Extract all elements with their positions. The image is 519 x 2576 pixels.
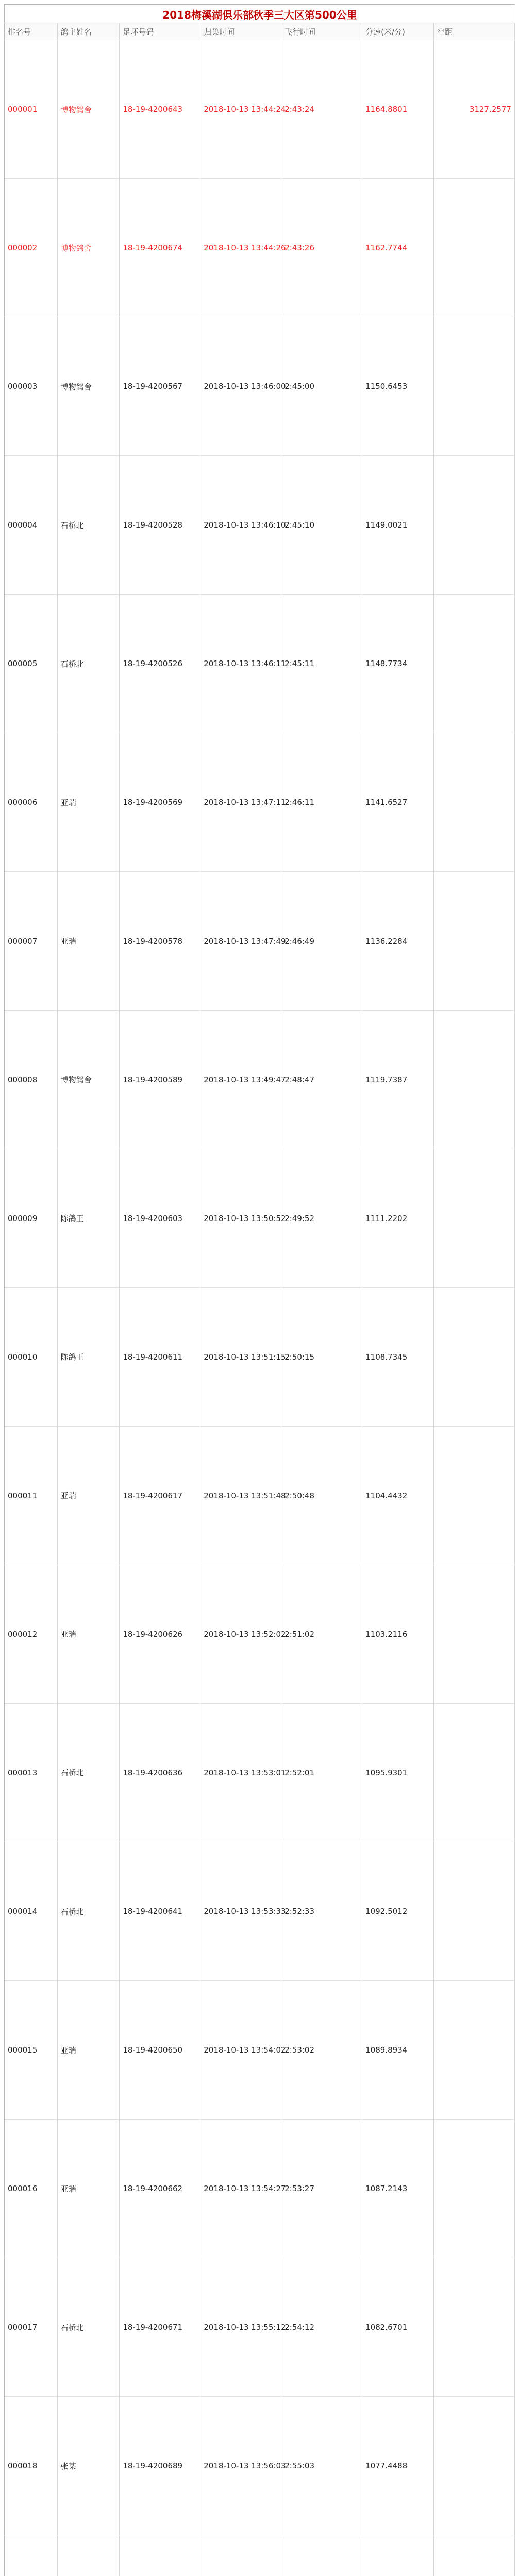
cell-speed: 1150.6453 (362, 317, 434, 456)
cell-rank: 000012 (5, 1565, 57, 1703)
cell-flight: 2:50:48 (281, 1426, 362, 1565)
cell-ring: 18-19-4200611 (120, 1287, 200, 1426)
cell-speed: 1104.4432 (362, 1426, 434, 1565)
cell-owner: 亚瑞 (57, 733, 120, 872)
cell-owner: 陈鸽王 (57, 1149, 120, 1287)
cell-rank: 000011 (5, 1426, 57, 1565)
cell-ring: 18-19-4200641 (120, 1842, 200, 1981)
cell-rank: 000010 (5, 1287, 57, 1426)
cell-arrival: 2018-10-13 13:54:02 (200, 1981, 281, 2120)
cell-gap (433, 1287, 514, 1426)
cell-ring: 18-19-4200689 (120, 2397, 200, 2535)
cell-ring: 18-19-4200528 (120, 456, 200, 595)
cell-flight: 2:54:12 (281, 2258, 362, 2397)
cell-gap (433, 1981, 514, 2120)
cell-rank: 000006 (5, 733, 57, 872)
cell-speed: 1162.7744 (362, 179, 434, 317)
cell-arrival: 2018-10-13 13:56:03 (200, 2397, 281, 2535)
page-title: 2018梅溪湖俱乐部秋季三大区第500公里 (4, 4, 515, 23)
cell-owner: 石桥北 (57, 1842, 120, 1981)
cell-rank: 000007 (5, 872, 57, 1010)
table-body (5, 40, 515, 2576)
table-row (5, 40, 515, 179)
cell-ring: 18-19-4200650 (120, 1981, 200, 2120)
table-row (5, 872, 515, 1010)
cell-ring: 18-19-4200603 (120, 1149, 200, 1287)
cell-flight: 2:51:02 (281, 1565, 362, 1703)
cell-speed: 1095.9301 (362, 1703, 434, 1842)
cell-rank: 000015 (5, 1981, 57, 2120)
cell-arrival: 2018-10-13 13:44:26 (200, 179, 281, 317)
cell-owner: 亚瑞 (57, 1565, 120, 1703)
cell-rank: 000003 (5, 317, 57, 456)
cell-speed: 1092.5012 (362, 1842, 434, 1981)
cell-flight: 2:48:47 (281, 1010, 362, 1149)
cell-speed: 1089.8934 (362, 1981, 434, 2120)
cell-ring: 18-19-4200626 (120, 1565, 200, 1703)
cell-flight: 2:53:27 (281, 2120, 362, 2258)
cell-gap: 3127.2577 (433, 40, 514, 179)
cell-ring: 18-19-4200643 (120, 40, 200, 179)
cell-ring: 18-19-4200674 (120, 179, 200, 317)
cell-owner: 石桥北 (57, 2258, 120, 2397)
cell-owner: 亚瑞 (57, 1426, 120, 1565)
cell-arrival: 2018-10-13 13:46:11 (200, 595, 281, 733)
cell-arrival: 2018-10-13 13:52:02 (200, 1565, 281, 1703)
cell-flight: 2:50:15 (281, 1287, 362, 1426)
cell-rank: 000017 (5, 2258, 57, 2397)
cell-arrival: 2018-10-13 13:51:15 (200, 1287, 281, 1426)
cell-rank: 000018 (5, 2397, 57, 2535)
cell-arrival: 2018-10-13 13:44:24 (200, 40, 281, 179)
cell-flight: 2:55:03 (281, 2397, 362, 2535)
cell-flight: 2:46:49 (281, 872, 362, 1010)
cell-owner: 博物鸽舍 (57, 40, 120, 179)
table-row (5, 595, 515, 733)
header-row (5, 23, 515, 40)
cell-gap (433, 1426, 514, 1565)
cell-ring: 18-19-4200617 (120, 1426, 200, 1565)
cell-arrival: 2018-10-13 13:47:11 (200, 733, 281, 872)
cell-gap (433, 2397, 514, 2535)
cell-arrival: 2018-10-13 13:47:49 (200, 872, 281, 1010)
cell-gap (433, 317, 514, 456)
cell-gap (433, 2258, 514, 2397)
table-row (5, 2397, 515, 2535)
table-row (5, 2120, 515, 2258)
table-row (5, 2535, 515, 2576)
cell-owner: 博物鸽舍 (57, 317, 120, 456)
cell-ring: 18-19-4200578 (120, 872, 200, 1010)
cell-ring: 18-19-4200589 (120, 1010, 200, 1149)
cell-speed: 1103.2116 (362, 1565, 434, 1703)
table-row (5, 179, 515, 317)
cell-arrival (200, 2535, 281, 2576)
cell-owner: 亚瑞 (57, 872, 120, 1010)
cell-arrival: 2018-10-13 13:54:27 (200, 2120, 281, 2258)
cell-gap (433, 733, 514, 872)
cell-arrival: 2018-10-13 13:55:12 (200, 2258, 281, 2397)
table-row (5, 1565, 515, 1703)
header-arrival: 归巢时间 (200, 23, 281, 40)
header-speed: 分速(米/分) (362, 23, 434, 40)
cell-rank: 000016 (5, 2120, 57, 2258)
header-gap: 空距 (433, 23, 514, 40)
cell-owner: 石桥北 (57, 1703, 120, 1842)
header-rank: 排名号 (5, 23, 57, 40)
table-row (5, 456, 515, 595)
cell-gap (433, 1149, 514, 1287)
cell-flight: 2:52:33 (281, 1842, 362, 1981)
cell-flight: 2:45:10 (281, 456, 362, 595)
table-row (5, 317, 515, 456)
cell-speed: 1082.6701 (362, 2258, 434, 2397)
cell-flight: 2:49:52 (281, 1149, 362, 1287)
cell-gap (433, 872, 514, 1010)
results-table (5, 23, 515, 2576)
cell-ring: 18-19-4200567 (120, 317, 200, 456)
cell-gap (433, 1703, 514, 1842)
cell-owner: 陈鸽王 (57, 1287, 120, 1426)
table-row (5, 733, 515, 872)
cell-flight (281, 2535, 362, 2576)
results-table-wrapper (4, 23, 515, 2576)
header-ring: 足环号码 (120, 23, 200, 40)
table-row (5, 1149, 515, 1287)
cell-owner: 博物鸽舍 (57, 179, 120, 317)
cell-flight: 2:52:01 (281, 1703, 362, 1842)
cell-owner: 张某 (57, 2397, 120, 2535)
table-header (5, 23, 515, 40)
cell-rank: 000008 (5, 1010, 57, 1149)
cell-speed: 1148.7734 (362, 595, 434, 733)
cell-speed: 1077.4488 (362, 2397, 434, 2535)
cell-owner: 石桥北 (57, 595, 120, 733)
table-row (5, 1703, 515, 1842)
cell-speed: 1141.6527 (362, 733, 434, 872)
cell-ring: 18-19-4200636 (120, 1703, 200, 1842)
cell-gap (433, 1842, 514, 1981)
cell-speed: 1108.7345 (362, 1287, 434, 1426)
table-row (5, 1287, 515, 1426)
cell-rank: 000009 (5, 1149, 57, 1287)
cell-ring: 18-19-4200569 (120, 733, 200, 872)
cell-flight: 2:46:11 (281, 733, 362, 872)
cell-rank: 000014 (5, 1842, 57, 1981)
cell-flight: 2:43:26 (281, 179, 362, 317)
cell-gap (433, 1010, 514, 1149)
cell-owner: 博物鸽舍 (57, 1010, 120, 1149)
cell-flight: 2:43:24 (281, 40, 362, 179)
cell-gap (433, 179, 514, 317)
cell-rank: 000005 (5, 595, 57, 733)
cell-arrival: 2018-10-13 13:50:52 (200, 1149, 281, 1287)
cell-arrival: 2018-10-13 13:53:33 (200, 1842, 281, 1981)
cell-speed: 1087.2143 (362, 2120, 434, 2258)
cell-rank: 000001 (5, 40, 57, 179)
cell-owner: 石桥北 (57, 456, 120, 595)
cell-flight: 2:45:00 (281, 317, 362, 456)
cell-ring: 18-19-4200662 (120, 2120, 200, 2258)
table-row (5, 1842, 515, 1981)
cell-gap (433, 456, 514, 595)
cell-gap (433, 1565, 514, 1703)
cell-gap (433, 2120, 514, 2258)
table-row (5, 2258, 515, 2397)
cell-owner: 亚瑞 (57, 1981, 120, 2120)
cell-rank: 000013 (5, 1703, 57, 1842)
cell-speed: 1149.0021 (362, 456, 434, 595)
cell-rank: 000002 (5, 179, 57, 317)
table-row (5, 1981, 515, 2120)
cell-ring (120, 2535, 200, 2576)
cell-arrival: 2018-10-13 13:49:47 (200, 1010, 281, 1149)
cell-rank (5, 2535, 57, 2576)
cell-gap (433, 595, 514, 733)
cell-flight: 2:53:02 (281, 1981, 362, 2120)
cell-arrival: 2018-10-13 13:51:48 (200, 1426, 281, 1565)
cell-speed (362, 2535, 434, 2576)
cell-owner: 亚瑞 (57, 2120, 120, 2258)
cell-flight: 2:45:11 (281, 595, 362, 733)
cell-speed: 1164.8801 (362, 40, 434, 179)
cell-owner (57, 2535, 120, 2576)
cell-ring: 18-19-4200671 (120, 2258, 200, 2397)
cell-arrival: 2018-10-13 13:46:00 (200, 317, 281, 456)
cell-arrival: 2018-10-13 13:53:01 (200, 1703, 281, 1842)
cell-arrival: 2018-10-13 13:46:10 (200, 456, 281, 595)
header-owner: 鸽主姓名 (57, 23, 120, 40)
cell-speed: 1119.7387 (362, 1010, 434, 1149)
cell-speed: 1111.2202 (362, 1149, 434, 1287)
header-flight: 飞行时间 (281, 23, 362, 40)
cell-speed: 1136.2284 (362, 872, 434, 1010)
table-row (5, 1426, 515, 1565)
cell-gap (433, 2535, 514, 2576)
cell-ring: 18-19-4200526 (120, 595, 200, 733)
table-row (5, 1010, 515, 1149)
cell-rank: 000004 (5, 456, 57, 595)
